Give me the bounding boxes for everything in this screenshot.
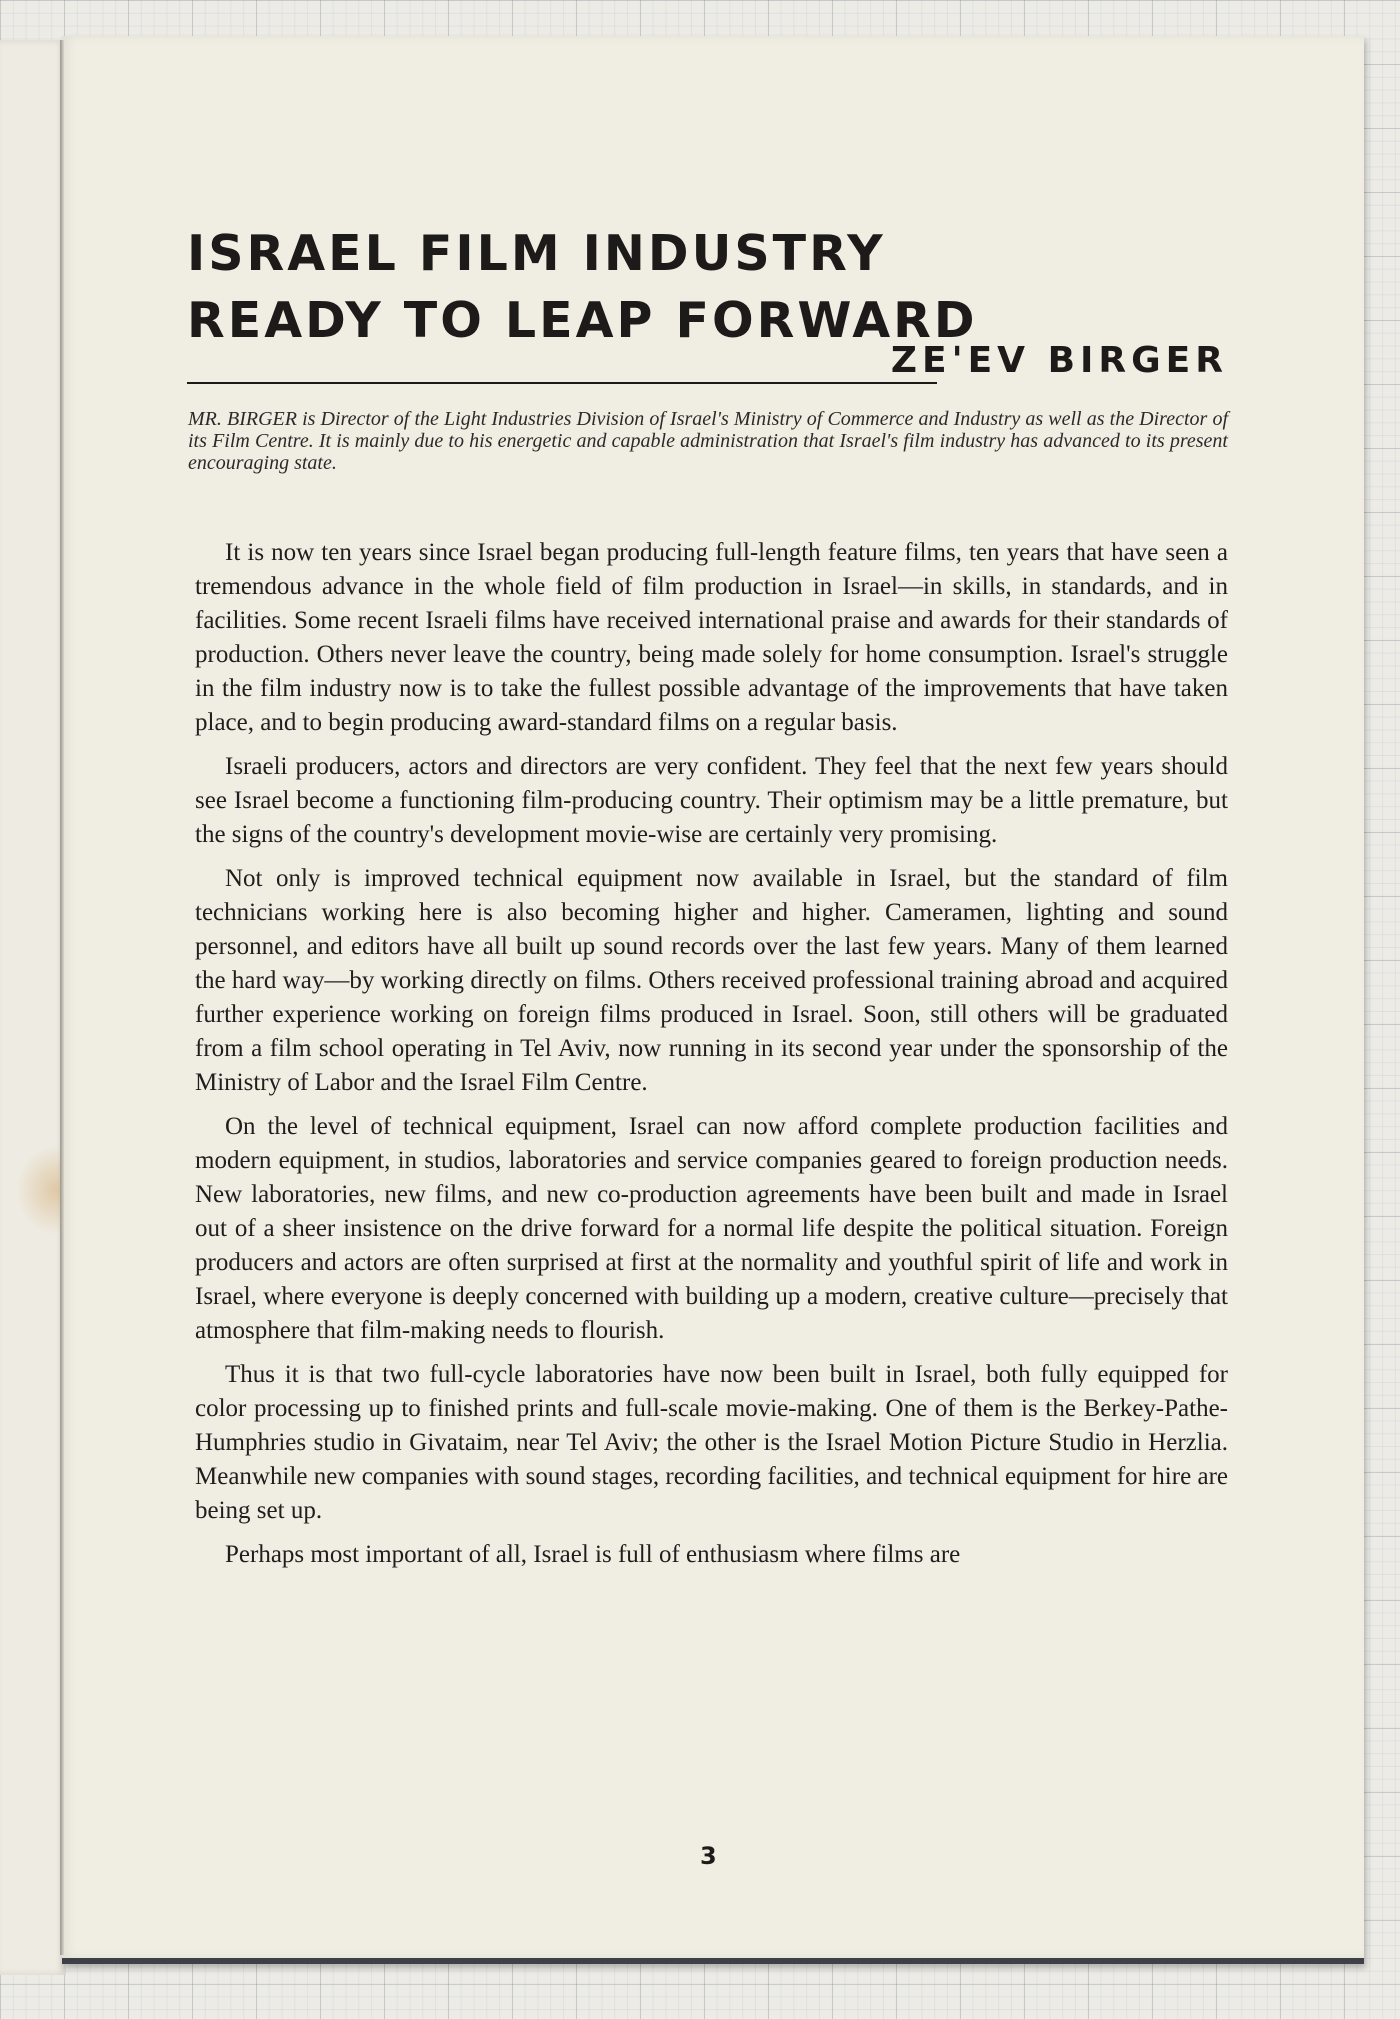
page-spine [60, 40, 64, 1955]
author-name: ZE'EV BIRGER [890, 340, 1228, 381]
paragraph-3: Not only is improved technical equipment now available in Israel, but the standard of film technicians working here is also becoming higher and higher. Cameramen, lighting and sound personnel, and editors have all built up sound records over the last few years. Many of them learned the hard way—by working directly on films. Others received professional training abroad and acquired further experience working on foreign films produced in Israel. Soon, still others will be graduated from a film school operating in Tel Aviv, now running in its second year under the sponsorship of the Ministry of Labor and the Israel Film Centre. [195, 865, 1228, 1096]
article-body [195, 536, 1228, 1582]
author-bio: MR. BIRGER is Director of the Light Industries Division of Israel's Ministry of Commerce and Industry as well as the Director of its Film Centre. It is mainly due to his energetic and capable administration that Israel's film industry has advanced to its present encouraging state. [188, 408, 1228, 474]
page-number: 3 [700, 1842, 717, 1870]
paragraph-2: Israeli producers, actors and directors are very confident. They feel that the next few years should see Israel become a functioning film-producing country. Their optimism may be a little premature, but the signs of the country's development movie-wise are certainly very promising. [195, 753, 1228, 848]
paragraph-5: Thus it is that two full-cycle laboratories have now been built in Israel, both fully equipped for color processing up to finished prints and full-scale movie-making. One of them is the Berkey-Pathe-Humphries studio in Givataim, near Tel Aviv; the other is the Israel Motion Picture Studio in Herzlia. Meanwhile new companies with sound stages, recording facilities, and technical equipment for hire are being set up. [195, 1361, 1228, 1524]
title-line-2: READY TO LEAP FORWARD [187, 292, 978, 349]
article-title [187, 220, 987, 354]
paragraph-1: It is now ten years since Israel began producing full-length feature films, ten years that have seen a tremendous advance in the whole field of film production in Israel—in skills, in standards, and in facilities. Some recent Israeli films have received international praise and awards for their standards of production. Others never leave the country, being made solely for home consumption. Israel's struggle in the film industry now is to take the fullest possible advantage of the improvements that have taken place, and to begin producing award-standard films on a regular basis. [195, 539, 1228, 736]
author-rule [187, 382, 937, 384]
paragraph-4: On the level of technical equipment, Israel can now afford complete production facilities and modern equipment, in studios, laboratories and service companies geared to foreign production needs. New laboratories, new films, and new co-production agreements have been built and made in Israel out of a sheer insistence on the drive forward for a normal life despite the political situation. Foreign producers and actors are often surprised at first at the normality and youthful spirit of life and work in Israel, where everyone is deeply concerned with building up a modern, creative culture—precisely that atmosphere that film-making needs to flourish. [195, 1113, 1228, 1344]
title-line-1: ISRAEL FILM INDUSTRY [187, 225, 886, 282]
paragraph-6: Perhaps most important of all, Israel is full of enthusiasm where films are [225, 1541, 961, 1568]
previous-page-edge [0, 40, 66, 1975]
